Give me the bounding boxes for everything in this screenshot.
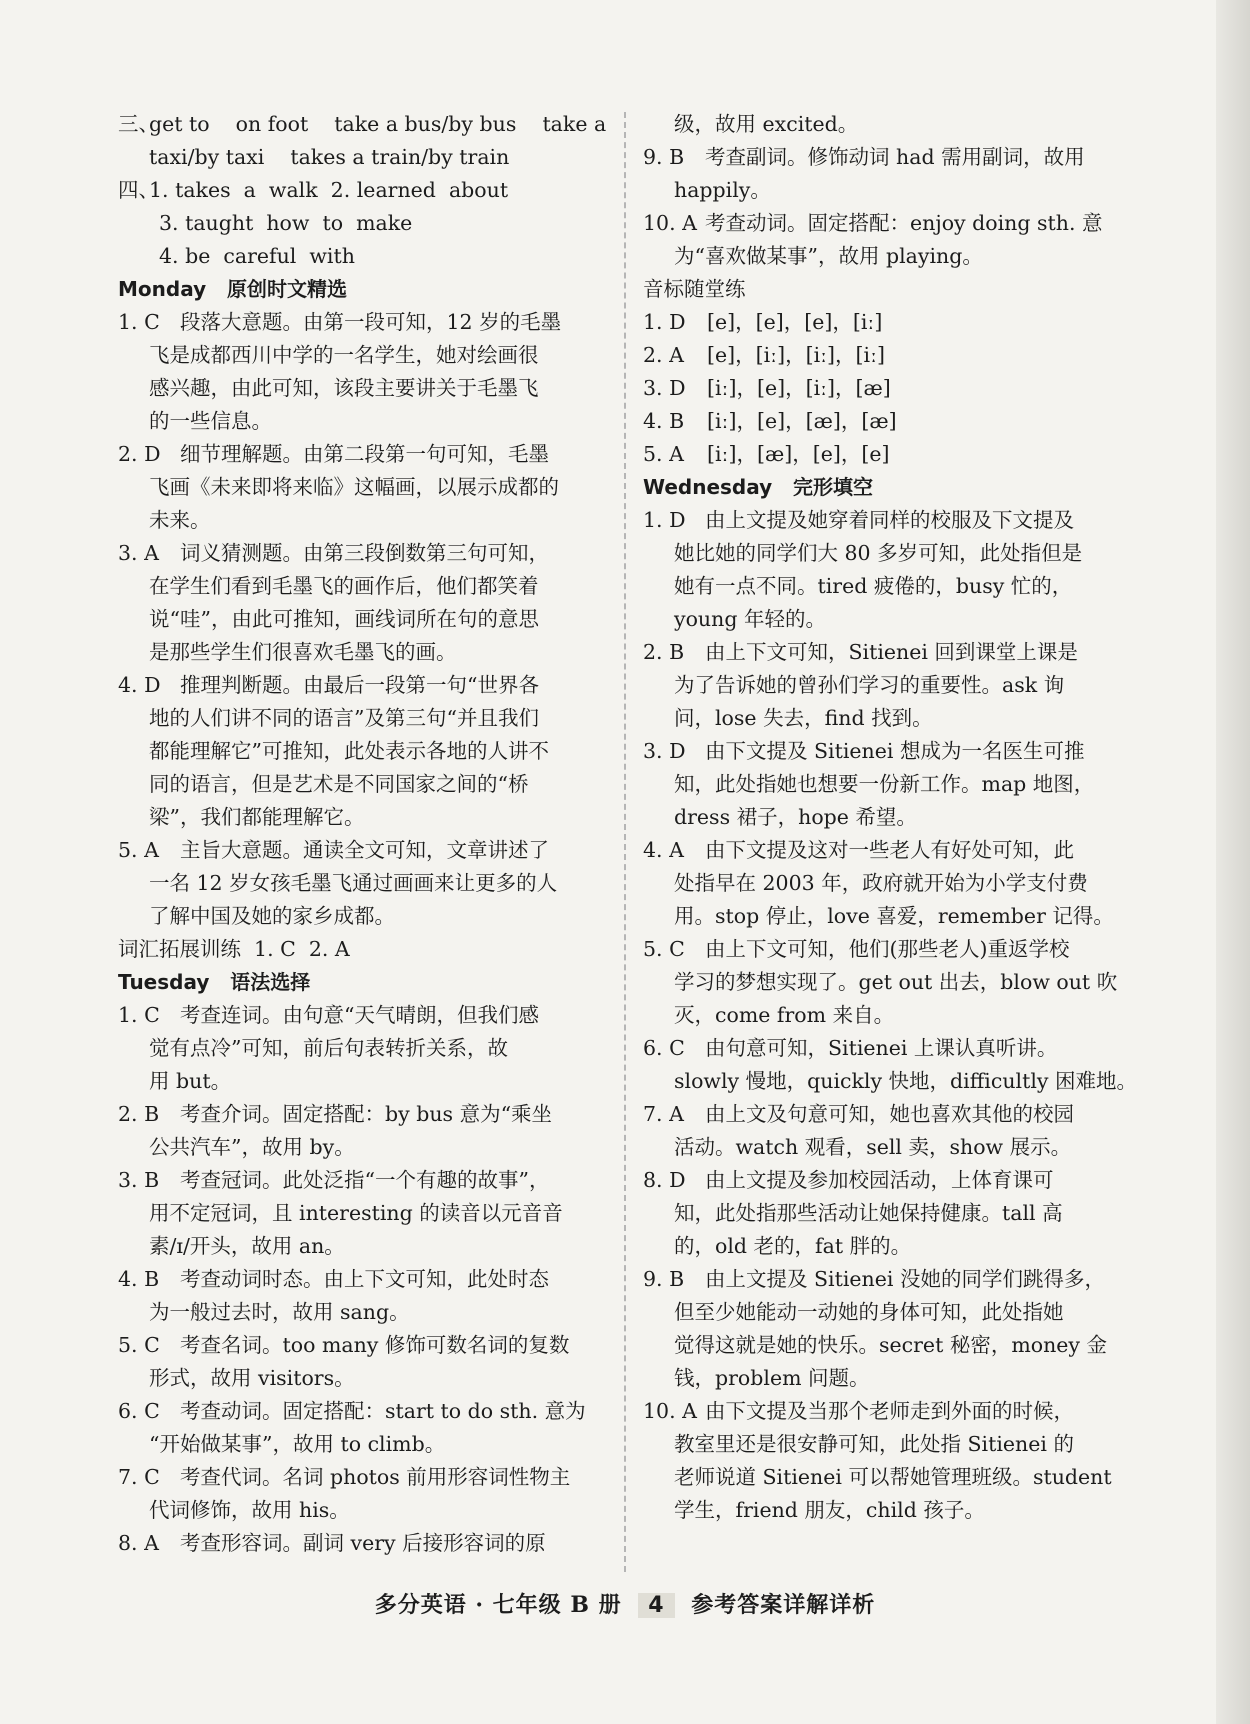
answer-text-line: 是那些学生们很喜欢毛墨飞的画。 <box>149 640 457 664</box>
answer-number: 10. A <box>643 1399 697 1423</box>
answer-item <box>118 1263 610 1296</box>
answer-text: [iː]，[e]，[æ]，[æ] <box>707 409 897 433</box>
answer-text-line: 代词修饰，故用 his。 <box>149 1498 350 1522</box>
answer-text-line: 一名 12 岁女孩毛墨飞通过画画来让更多的人 <box>149 871 558 895</box>
answer-text-line: 的，old 老的，fat 胖的。 <box>674 1234 912 1258</box>
page-edge-shadow <box>1216 0 1250 1724</box>
answer-text-line: 飞是成都西川中学的一名学生，她对绘画很 <box>149 343 539 367</box>
answer-number: 9. B <box>643 145 685 169</box>
answer-text-line: 形式，故用 visitors。 <box>149 1366 355 1390</box>
wednesday-heading: Wednesday 完形填空 <box>643 475 874 499</box>
answer-text-line: 由上下文可知，他们(那些老人)重返学校 <box>705 937 1070 961</box>
answer-text-line: 考查动词时态。由上下文可知，此处时态 <box>180 1267 549 1291</box>
answer-text-line: 飞画《未来即将来临》这幅画，以展示成都的 <box>149 475 559 499</box>
column-divider <box>624 112 626 1572</box>
answer-text-line: 灭，come from 来自。 <box>674 1003 895 1027</box>
answer-item <box>118 438 610 471</box>
answer-item <box>118 834 610 867</box>
answer-item <box>118 306 610 339</box>
answer-text-line: 主旨大意题。通读全文可知，文章讲述了 <box>180 838 549 862</box>
answer-text-line: 同的语言，但是艺术是不同国家之间的“桥 <box>149 772 529 796</box>
answer-item <box>643 933 1135 966</box>
answer-number: 1. C <box>118 310 160 334</box>
answer-number: 2. B <box>643 640 685 664</box>
answer-number: 6. C <box>118 1399 160 1423</box>
answer-item <box>643 372 1135 405</box>
answer-text-line: 推理判断题。由最后一段第一句“世界各 <box>180 673 539 697</box>
answer-number: 4. B <box>643 409 685 433</box>
answer-number: 5. C <box>118 1333 160 1357</box>
tuesday-heading: Tuesday 语法选择 <box>118 970 311 994</box>
section-3 <box>118 108 610 174</box>
answer-number: 2. B <box>118 1102 160 1126</box>
answer-item <box>118 1164 610 1197</box>
answer-number: 8. A <box>118 1531 159 1555</box>
answer-text-line: 用不定冠词，且 interesting 的读音以元音音 <box>149 1201 563 1225</box>
answer-text-line: 由上文提及 Sitienei 没她的同学们跳得多， <box>705 1267 1105 1291</box>
section-3-line: get to on foot take a bus/by bus take a <box>149 112 607 136</box>
answer-text-line: 细节理解题。由第二段第一句可知，毛墨 <box>180 442 549 466</box>
section-4-line: 4. be careful with <box>159 244 355 268</box>
answer-item <box>643 141 1135 174</box>
answer-number: 5. A <box>643 442 684 466</box>
answer-number: 3. A <box>118 541 159 565</box>
answer-number: 8. D <box>643 1168 686 1192</box>
answer-text-line: 觉得这就是她的快乐。secret 秘密，money 金 <box>674 1333 1108 1357</box>
answer-text-line: 由句意可知，Sitienei 上课认真听讲。 <box>705 1036 1058 1060</box>
answer-number: 6. C <box>643 1036 685 1060</box>
answer-text-line: 考查代词。名词 photos 前用形容词性物主 <box>180 1465 571 1489</box>
section-4-line: 3. taught how to make <box>159 211 413 235</box>
answer-text-line: 由上下文可知，Sitienei 回到课堂上课是 <box>705 640 1078 664</box>
left-column <box>118 108 610 1560</box>
page-footer <box>0 1588 1250 1619</box>
answer-text-line: 由下文提及 Sitienei 想成为一名医生可推 <box>705 739 1085 763</box>
answer-text: [e]，[iː]，[iː]，[iː] <box>707 343 886 367</box>
answer-text-line: 学生，friend 朋友，child 孩子。 <box>674 1498 985 1522</box>
monday-heading: Monday 原创时文精选 <box>118 277 348 301</box>
answer-item <box>643 1395 1135 1428</box>
answer-text-line: 公共汽车”，故用 by。 <box>149 1135 355 1159</box>
answer-item <box>118 669 610 702</box>
answer-text-line: 考查介词。固定搭配：by bus 意为“乘坐 <box>180 1102 553 1126</box>
answer-number: 3. B <box>118 1168 160 1192</box>
answer-item <box>118 1098 610 1131</box>
answer-text-line: 问，lose 失去，find 找到。 <box>674 706 933 730</box>
answer-number: 3. D <box>643 376 686 400</box>
answer-number: 2. A <box>643 343 684 367</box>
answer-text-line: 未来。 <box>149 508 211 532</box>
answer-number: 1. D <box>643 508 686 532</box>
answer-text-line: 为一般过去时，故用 sang。 <box>149 1300 410 1324</box>
answer-text-line: 老师说道 Sitienei 可以帮她管理班级。student <box>674 1465 1112 1489</box>
wednesday-items <box>643 504 1135 1527</box>
answer-text-line: 考查名词。too many 修饰可数名词的复数 <box>180 1333 570 1357</box>
section-3-label: 三、 <box>118 112 159 136</box>
section-4-label: 四、 <box>118 178 159 202</box>
answer-item <box>118 999 610 1032</box>
answer-item <box>643 306 1135 339</box>
answer-number: 7. A <box>643 1102 684 1126</box>
answer-number: 3. D <box>643 739 686 763</box>
answer-text-line: 知，此处指那些活动让她保持健康。tall 高 <box>674 1201 1063 1225</box>
answer-item <box>643 1098 1135 1131</box>
answer-text-line: 钱，problem 问题。 <box>674 1366 870 1390</box>
answer-text-line: slowly 慢地，quickly 快地，difficultly 困难地。 <box>674 1069 1137 1093</box>
answer-text-line: 段落大意题。由第一段可知，12 岁的毛墨 <box>180 310 562 334</box>
answer-item <box>643 405 1135 438</box>
answer-text-line: 学习的梦想实现了。get out 出去，blow out 吹 <box>674 970 1118 994</box>
answer-text-line: 由下文提及当那个老师走到外面的时候， <box>705 1399 1074 1423</box>
answer-text-line: 由下文提及这对一些老人有好处可知，此 <box>705 838 1074 862</box>
answer-number: 9. B <box>643 1267 685 1291</box>
tuesday-items-continued <box>643 141 1135 273</box>
section-4-line: 1. takes a walk 2. learned about <box>149 178 509 202</box>
answer-text-line: 梁”，我们都能理解它。 <box>149 805 365 829</box>
answer-text-line: 素/ɪ/开头，故用 an。 <box>149 1234 345 1258</box>
answer-text-line: 处指早在 2003 年，政府就开始为小学支付费 <box>674 871 1088 895</box>
answer-item <box>118 1527 610 1560</box>
answer-item <box>118 537 610 570</box>
answer-text-line: 了解中国及她的家乡成都。 <box>149 904 395 928</box>
answer-text-line: 知，此处指她也想要一份新工作。map 地图， <box>674 772 1095 796</box>
answer-text-line: 由上文及句意可知，她也喜欢其他的校园 <box>705 1102 1074 1126</box>
answer-text-line: 为“喜欢做某事”，故用 playing。 <box>674 244 983 268</box>
answer-number: 10. A <box>643 211 697 235</box>
answer-text-line: 觉有点冷”可知，前后句表转折关系，故 <box>149 1036 508 1060</box>
monday-items <box>118 306 610 933</box>
answer-text-line: 教室里还是很安静可知，此处指 Sitienei 的 <box>674 1432 1074 1456</box>
answer-number: 4. B <box>118 1267 160 1291</box>
answer-text-line: 为了告诉她的曾孙们学习的重要性。ask 询 <box>674 673 1065 697</box>
phonetics-heading: 音标随堂练 <box>643 277 746 301</box>
answer-text-line: 的一些信息。 <box>149 409 272 433</box>
section-3-line: taxi/by taxi takes a train/by train <box>149 145 510 169</box>
answer-item <box>643 438 1135 471</box>
answer-item <box>643 207 1135 240</box>
answer-item <box>643 1164 1135 1197</box>
answer-text: [iː]，[æ]，[e]，[e] <box>707 442 890 466</box>
answer-text-line: 由上文提及参加校园活动，上体育课可 <box>705 1168 1054 1192</box>
answer-item <box>643 735 1135 768</box>
answer-text-line: “开始做某事”，故用 to climb。 <box>149 1432 446 1456</box>
answer-number: 1. C <box>118 1003 160 1027</box>
answer-item <box>643 1032 1135 1065</box>
answer-text-line: 用。stop 停止，love 喜爱，remember 记得。 <box>674 904 1114 928</box>
answer-text-line: 用 but。 <box>149 1069 232 1093</box>
answer-text-line: young 年轻的。 <box>674 607 826 631</box>
answer-text-line: 说“哇”，由此可推知，画线词所在句的意思 <box>149 607 539 631</box>
answer-text-line: 考查冠词。此处泛指“一个有趣的故事”， <box>180 1168 550 1192</box>
answer-text: [iː]，[e]，[iː]，[æ] <box>707 376 891 400</box>
answer-text-line: dress 裙子，hope 希望。 <box>674 805 917 829</box>
answer-text-line: 考查副词。修饰动词 had 需用副词，故用 <box>705 145 1085 169</box>
answer-item <box>643 504 1135 537</box>
section-4 <box>118 174 610 273</box>
answer-text-line: 考查形容词。副词 very 后接形容词的原 <box>180 1531 546 1555</box>
answer-text-line: 词义猜测题。由第三段倒数第三句可知， <box>180 541 549 565</box>
tuesday-items <box>118 999 610 1560</box>
answer-text-line: happily。 <box>674 178 771 202</box>
answer-item <box>118 1329 610 1362</box>
answer-text-line: 考查连词。由句意“天气晴朗，但我们感 <box>180 1003 539 1027</box>
answer-text: [e]，[e]，[e]，[iː] <box>707 310 883 334</box>
answer-item <box>643 636 1135 669</box>
answer-number: 5. C <box>643 937 685 961</box>
answer-text-line: 但至少她能动一动她的身体可知，此处指她 <box>674 1300 1064 1324</box>
footer-section-title: 参考答案详解详析 <box>691 1592 876 1618</box>
answer-item <box>118 1395 610 1428</box>
answer-number: 2. D <box>118 442 161 466</box>
answer-text-line: 地的人们讲不同的语言”及第三句“并且我们 <box>149 706 539 730</box>
page-number: 4 <box>638 1593 674 1618</box>
answer-number: 5. A <box>118 838 159 862</box>
answer-text-line: 她有一点不同。tired 疲倦的，busy 忙的， <box>674 574 1073 598</box>
answer-item <box>643 339 1135 372</box>
answer-text-line: 活动。watch 观看，sell 卖，show 展示。 <box>674 1135 1072 1159</box>
answer-number: 4. D <box>118 673 161 697</box>
phonetics-items <box>643 306 1135 471</box>
answer-text-line: 在学生们看到毛墨飞的画作后，他们都笑着 <box>149 574 539 598</box>
answer-item <box>118 1461 610 1494</box>
continued-line: 级，故用 excited。 <box>674 112 859 136</box>
answer-text-line: 考查动词。固定搭配：start to do sth. 意为 <box>180 1399 586 1423</box>
answer-text-line: 她比她的同学们大 80 多岁可知，此处指但是 <box>674 541 1083 565</box>
answer-item <box>643 834 1135 867</box>
vocab-line: 词汇拓展训练 1. C 2. A <box>118 937 350 961</box>
answer-number: 7. C <box>118 1465 160 1489</box>
answer-number: 1. D <box>643 310 686 334</box>
answer-text-line: 由上文提及她穿着同样的校服及下文提及 <box>705 508 1074 532</box>
answer-text-line: 都能理解它”可推知，此处表示各地的人讲不 <box>149 739 549 763</box>
answer-item <box>643 1263 1135 1296</box>
answer-text-line: 感兴趣，由此可知，该段主要讲关于毛墨飞 <box>149 376 539 400</box>
answer-text-line: 考查动词。固定搭配：enjoy doing sth. 意 <box>705 211 1103 235</box>
right-column <box>643 108 1135 1527</box>
footer-book-title: 多分英语 · 七年级 B 册 <box>374 1592 622 1618</box>
answer-number: 4. A <box>643 838 684 862</box>
